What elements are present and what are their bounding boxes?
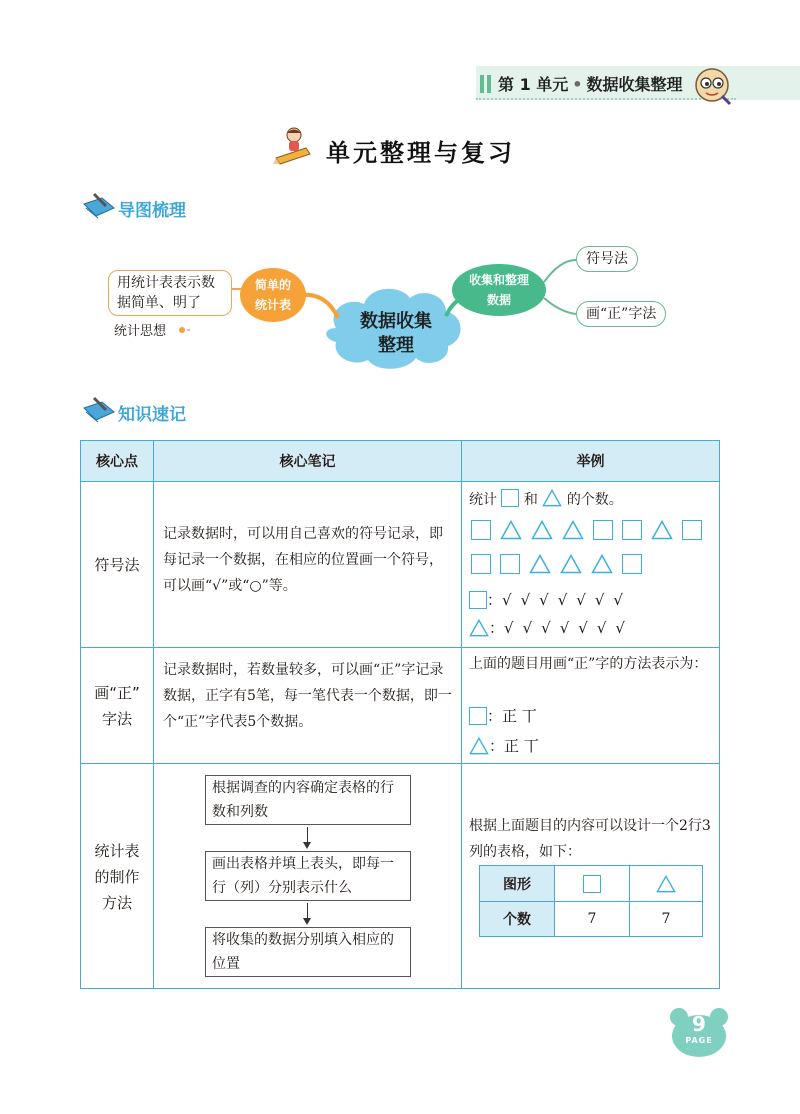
check-mark: √ [596,618,607,637]
example-suffix: 的个数。 [566,492,623,508]
zheng-tally-square [469,705,537,726]
mini-triangle-cell [630,866,702,901]
triangle-icon [656,874,676,894]
row-note-tally: 记录数据时，若数量较多，可以画“正”字记录数据，正字有5笔，每一笔代表一个数据，即一个“正”字代表5个数据。 [163,662,452,730]
knowledge-table [80,440,720,989]
tally-colon: ： [489,619,505,637]
check-mark: √ [522,618,533,637]
header-separator: • [572,75,583,94]
section-heading-knowledge: 知识速记 [118,405,186,425]
row-name-line: 的制作 [94,868,140,886]
triangle-icon [531,520,553,540]
square-icon [622,520,642,540]
right-topic-node [452,264,546,316]
center-line: 整理 [378,335,414,356]
right-leaf-symbol-method: 符号法 [576,246,638,272]
header-bar-mark [487,75,491,93]
left-node-line: 简单的 [254,278,291,292]
shape-sequence-row-2 [471,554,642,574]
mind-map [100,232,700,377]
flow-step-1: 根据调查的内容确定表格的行数和列数 [205,775,411,825]
square-icon [500,554,520,574]
check-mark: √ [539,590,549,609]
table-example-text: 根据上面题目的内容可以设计一个2行3列的表格，如下： [469,818,711,860]
page-word: PAGE [685,1036,713,1045]
mini-square-cell [555,866,629,901]
table-header-cell: 核心笔记 [154,441,461,481]
left-note-line: 用统计表表示数 [117,275,215,291]
check-mark: √ [578,618,588,637]
mini-triangle-count: 7 [661,911,671,927]
square-icon [471,554,491,574]
row-name-line: 字法 [101,710,132,728]
zheng-tally-value: ：正 丅 [487,707,537,725]
flow-arrow [307,827,308,843]
table-divider [81,647,719,648]
triangle-icon [469,736,489,756]
check-tally-triangle [469,617,634,638]
row-name-table-making [81,765,153,989]
check-mark: √ [502,590,512,609]
left-topic-node [240,268,306,322]
check-mark: √ [613,590,623,609]
flow-step-2: 画出表格并填上表头，即每一行（列）分别表示什么 [205,851,411,901]
check-mark: √ [559,618,570,637]
square-icon [471,520,491,540]
triangle-icon [560,554,582,574]
right-node-line: 数据 [486,293,511,307]
left-branch-label: 统计思想 [114,324,167,339]
triangle-icon [469,618,489,638]
running-header [498,72,683,95]
left-node-line: 统计表 [254,298,291,312]
unit-label: 第 1 单元 [498,75,569,94]
table-header-cell: 举例 [462,441,719,481]
mini-row-label: 图形 [480,866,554,901]
pencil-kid-icon [272,126,316,168]
row-name-line: 方法 [101,894,132,912]
table-divider [461,441,462,988]
left-note-line: 据简单、明了 [117,295,201,311]
square-icon [682,520,702,540]
zheng-tally-triangle [469,735,539,756]
flow-step-3: 将收集的数据分别填入相应的位置 [205,927,411,977]
book-pencil-icon [82,192,116,220]
triangle-icon [542,488,562,508]
triangle-icon [562,520,584,540]
tally-colon: ： [487,591,503,609]
tally-example-text: 上面的题目用画“正”字的方法表示为： [469,656,708,672]
mini-square-count: 7 [587,911,597,927]
table-header-cell: 核心点 [81,441,153,481]
square-icon [469,707,487,725]
mini-divider [480,901,702,902]
mini-row-label: 个数 [480,902,554,936]
square-icon [593,520,613,540]
left-note-box [108,270,232,316]
row-name-tally [81,649,153,763]
page-title: 单元整理与复习 [326,139,515,167]
check-mark: √ [594,590,605,609]
example-intro [469,487,623,513]
triangle-icon [651,520,673,540]
row-name-line: 画“正” [94,684,140,702]
header-bar-mark [480,75,484,93]
section-heading-mindmap: 导图梳理 [118,201,186,221]
example-and: 和 [523,492,538,508]
check-mark: √ [504,618,514,637]
check-marks [502,591,632,609]
right-node-line: 收集和整理 [468,273,529,287]
table-divider [81,763,719,764]
check-mark: √ [557,590,568,609]
mascot-icon [692,66,732,106]
table-divider [81,481,719,482]
row-name-line: 统计表 [94,842,140,860]
check-mark: √ [576,590,586,609]
example-prefix: 统计 [469,492,497,508]
square-icon [583,875,601,893]
book-pencil-icon [82,396,116,424]
triangle-icon [591,554,613,574]
shape-sequence-row-1 [471,520,702,540]
check-mark: √ [615,618,625,637]
triangle-icon [529,554,551,574]
flow-arrow [307,903,308,919]
row-name-symbol: 符号法 [94,556,140,574]
center-line: 数据收集 [360,311,432,332]
square-icon [622,554,642,574]
check-marks [504,619,634,637]
check-tally-square [469,589,632,610]
table-divider [153,441,154,988]
right-leaf-tally-method: 画“正”字法 [576,301,666,327]
check-mark: √ [520,590,531,609]
triangle-icon [500,520,522,540]
center-topic [344,310,448,358]
zheng-tally-value: ：正 丅 [489,737,539,755]
square-icon [501,489,519,507]
row-note-symbol: 记录数据时，可以用自己喜欢的符号记录，即每记录一个数据，在相应的位置画一个符号，可以画“√”或“○”等。 [163,526,443,594]
topic-label: 数据收集整理 [586,75,683,94]
page-number: 9 [692,1012,706,1036]
check-mark: √ [541,618,551,637]
mini-stat-table [479,865,703,937]
square-icon [469,591,487,609]
